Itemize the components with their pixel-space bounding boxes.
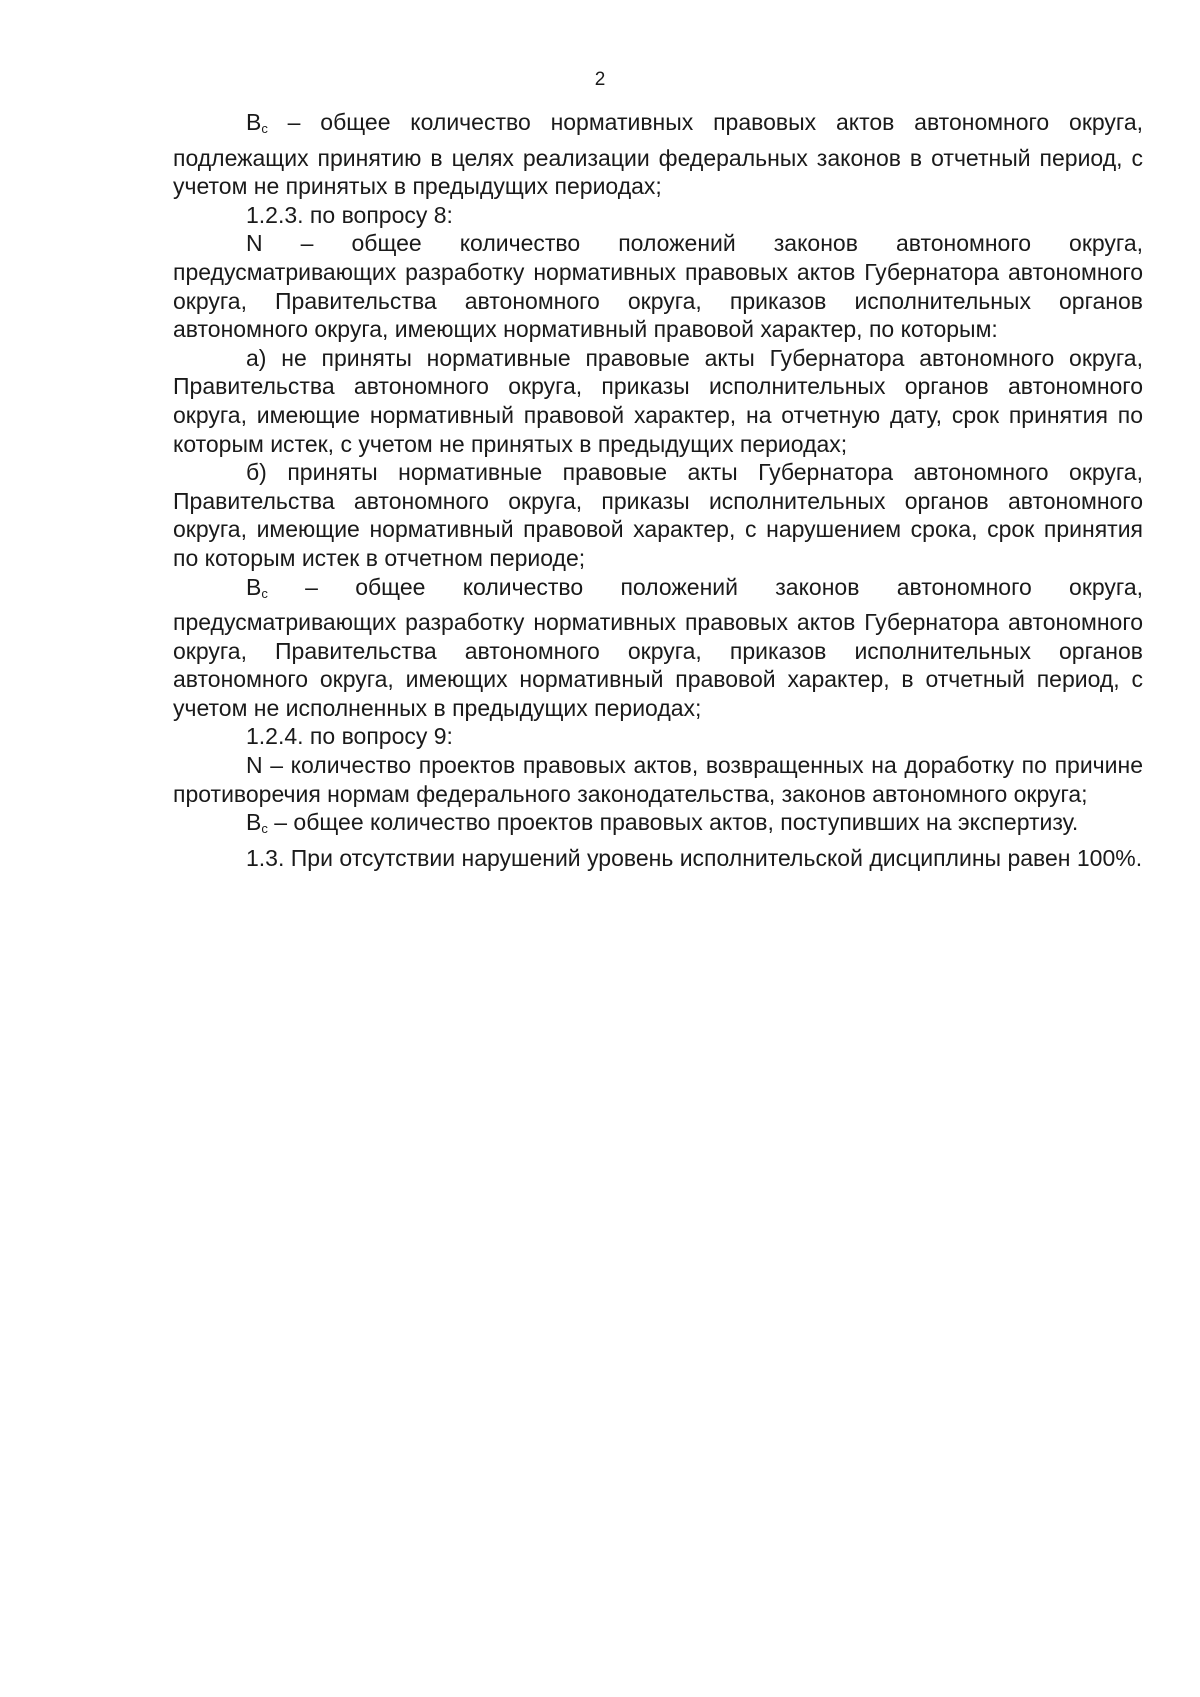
symbol-subscript: c <box>261 821 268 837</box>
paragraph-n-definition-1: N – общее количество положений законов автономного округа, предусматривающих разработку нормативных правовых актов Губернатора автономного округа, Правительства автономного округа, приказов исполнительных органов автономного округа, имеющих нормативный правовой характер, по которым: <box>173 230 1143 343</box>
paragraph-text: – общее количество проектов правовых актов, поступивших на экспертизу. <box>267 809 1079 836</box>
symbol-subscript: c <box>261 585 268 601</box>
paragraph-section-1-2-3: 1.2.3. по вопросу 8: <box>246 201 453 228</box>
formula-symbol <box>246 109 268 135</box>
symbol-base: B <box>246 809 262 836</box>
symbol-base: B <box>246 573 262 600</box>
paragraph-n-definition-2: N – количество проектов правовых актов, возвращенных на доработку по причине противоречия нормам федерального законодательства, законов автономного округа; <box>173 752 1143 807</box>
paragraph-text: – общее количество положений законов автономного округа, предусматривающих разработку нормативных правовых актов Губернатора автономного округа, Правительства автономного округа, приказов исполнительных органов автономного округа, имеющих нормативный правовой характер, в отчетный период, с учетом не исполненных в предыдущих периодах; <box>173 573 1143 721</box>
document-body <box>173 108 1143 872</box>
symbol-subscript: c <box>261 121 268 136</box>
paragraph-bc-definition-2 <box>173 573 1143 723</box>
page-number: 2 <box>594 69 606 90</box>
paragraph-item-b: б) приняты нормативные правовые акты Губернатора автономного округа, Правительства автономного округа, приказы исполнительных органов автономного округа, имеющие нормативный правовой характер, с нарушением срока, срок принятия по которым истек в отчетном периоде; <box>173 459 1143 571</box>
symbol-base: B <box>246 109 262 135</box>
paragraph-section-1-2-4: 1.2.4. по вопросу 9: <box>246 723 453 750</box>
paragraph-bc-definition-1 <box>173 108 1143 201</box>
formula-symbol <box>246 809 268 835</box>
paragraph-text: – общее количество нормативных правовых актов автономного округа, подлежащих принятию в целях реализации федеральных законов в отчетный период, с учетом не принятых в предыдущих периодах; <box>173 109 1143 200</box>
paragraph-section-1-3: 1.3. При отсутствии нарушений уровень исполнительской дисциплины равен 100%. <box>246 844 1143 871</box>
paragraph-bc-definition-3 <box>173 808 1143 844</box>
formula-symbol <box>246 574 268 600</box>
paragraph-item-a: а) не приняты нормативные правовые акты Губернатора автономного округа, Правительства автономного округа, приказы исполнительных органов автономного округа, имеющие нормативный правовой характер, на отчетную дату, срок принятия по которым истек, с учетом не принятых в предыдущих периодах; <box>173 344 1143 457</box>
